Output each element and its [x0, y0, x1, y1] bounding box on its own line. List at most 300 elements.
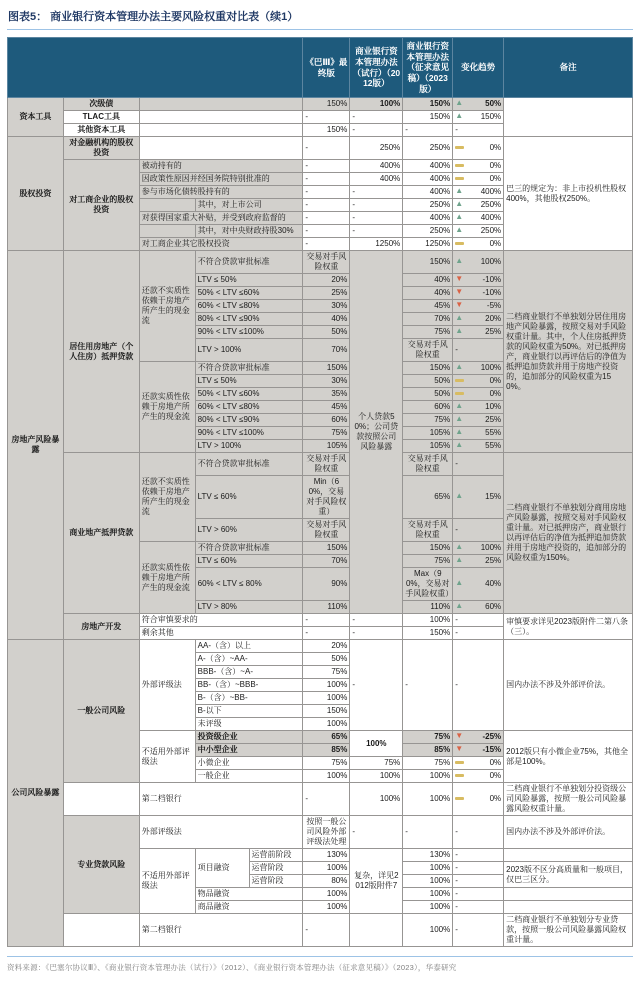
table-cell: 2023版不区分高质量和一般项目，仅巴三区分。 [504, 862, 633, 888]
table-cell: 65% [403, 476, 453, 519]
table-cell: 400% [403, 186, 453, 199]
table-cell: 巴三的规定为：非上市投机性股权400%，其他股权250%。 [504, 137, 633, 251]
trend-up-icon: ▲ [455, 542, 464, 552]
table-cell: 100% [403, 614, 453, 627]
trend-up-icon: ▲ [455, 555, 464, 565]
table-cell: 运营前阶段 [249, 849, 303, 862]
table-cell: - [453, 124, 504, 137]
table-cell: 100% [403, 862, 453, 875]
table-cell: 85% [303, 744, 350, 757]
table-cell: - [453, 816, 504, 849]
table-cell: 75% [303, 666, 350, 679]
trend-up-icon: ▲ [455, 199, 464, 209]
table-cell: 80% < LTV ≤90% [195, 414, 303, 427]
table-cell: 物品融资 [195, 888, 303, 901]
table-cell: 还款实质性依赖于房地产所产生的现金流 [139, 362, 195, 453]
table-cell: Min（60%，交易对手风险权重） [303, 476, 350, 519]
table-cell: 未评级 [195, 718, 303, 731]
table-cell: 90% < LTV ≤100% [195, 326, 303, 339]
trend-cell [453, 173, 504, 186]
table-cell: - [350, 111, 403, 124]
table-cell: 50% [303, 653, 350, 666]
trend-up-icon: ▲ [455, 427, 464, 437]
trend-cell [453, 440, 504, 453]
trend-value: 40% [485, 579, 502, 589]
table-cell: 400% [350, 160, 403, 173]
trend-value: 60% [485, 602, 502, 612]
trend-value: 25% [485, 327, 502, 337]
table-cell: - [303, 212, 350, 225]
table-cell: 剩余其他 [139, 627, 303, 640]
trend-value: 50% [485, 99, 502, 109]
table-cell: 居住用房地产（个人住房）抵押贷款 [63, 251, 139, 453]
table-cell: 还款不实质性依赖于房地产所产生的现金流 [139, 453, 195, 542]
trend-value: -25% [482, 732, 502, 742]
table-cell: BB-（含）~BBB- [195, 679, 303, 692]
trend-cell [453, 238, 504, 251]
table-cell: 105% [403, 440, 453, 453]
trend-down-icon: ▼ [455, 287, 464, 297]
table-cell: 50% < LTV ≤60% [195, 388, 303, 401]
table-cell: 100% [403, 901, 453, 914]
table-cell: - [350, 186, 403, 199]
table-cell: 75% [403, 414, 453, 427]
table-cell: B-（含）~BB- [195, 692, 303, 705]
table-cell: 45% [303, 401, 350, 414]
trend-flat-icon [455, 242, 464, 245]
table-cell: 交易对手风险权重 [403, 453, 453, 476]
trend-cell [453, 326, 504, 339]
table-cell: 250% [403, 199, 453, 212]
table-cell [139, 124, 303, 137]
trend-cell [453, 414, 504, 427]
table-cell: 75% [303, 757, 350, 770]
table-cell: 房地产风险暴露 [8, 251, 64, 640]
table-cell: 60% [403, 401, 453, 414]
table-cell: 80% < LTV ≤90% [195, 313, 303, 326]
table-cell: - [303, 914, 350, 947]
trend-value: 100% [480, 257, 502, 267]
trend-cell [453, 476, 504, 519]
table-cell: 150% [303, 705, 350, 718]
table-cell: 次级债 [63, 98, 139, 111]
trend-cell [453, 770, 504, 783]
table-cell: - [453, 849, 504, 862]
table-cell: 65% [303, 731, 350, 744]
header-row [8, 38, 633, 98]
table-cell: 150% [303, 98, 350, 111]
trend-cell [453, 199, 504, 212]
table-cell: 100% [303, 888, 350, 901]
trend-cell [453, 388, 504, 401]
table-row [8, 914, 633, 947]
trend-cell [453, 744, 504, 757]
table-cell: 60% < LTV ≤ 80% [195, 568, 303, 601]
table-cell: 1250% [403, 238, 453, 251]
table-cell: 100% [403, 875, 453, 888]
trend-value: 0% [489, 771, 502, 781]
table-cell: 75% [303, 427, 350, 440]
table-cell: 房地产开发 [63, 614, 139, 640]
table-cell: - [453, 875, 504, 888]
table-cell [139, 98, 303, 111]
trend-cell [453, 555, 504, 568]
table-cell: 75% [403, 555, 453, 568]
table-cell: LTV ≤ 60% [195, 555, 303, 568]
table-cell: 对工商企业其它股权投资 [139, 238, 303, 251]
table-cell: 专业贷款风险 [63, 816, 139, 914]
trend-value: 25% [485, 415, 502, 425]
table-cell [63, 914, 139, 947]
table-cell: - [303, 160, 350, 173]
table-cell: - [303, 627, 350, 640]
table-cell: 交易对手风险权重 [303, 519, 350, 542]
table-cell: - [403, 640, 453, 731]
trend-value: 15% [485, 492, 502, 502]
table-cell: 250% [350, 137, 403, 160]
trend-value: 150% [480, 112, 502, 122]
table-cell: 100% [350, 98, 403, 111]
trend-flat-icon [455, 774, 464, 777]
table-cell: - [350, 225, 403, 238]
table-cell: - [350, 640, 403, 731]
trend-up-icon: ▲ [455, 225, 464, 235]
table-cell: 250% [403, 137, 453, 160]
trend-down-icon: ▼ [455, 274, 464, 284]
trend-cell [453, 313, 504, 326]
table-cell: - [303, 614, 350, 627]
table-cell [504, 849, 633, 862]
table-cell: 按照一般公司风险外部评级法处理 [303, 816, 350, 849]
table-cell: 110% [303, 601, 350, 614]
table-cell: BBB-（含）~A- [195, 666, 303, 679]
table-cell: 不适用外部评级法 [139, 849, 195, 914]
table-cell: LTV ≤ 50% [195, 274, 303, 287]
trend-cell [453, 212, 504, 225]
table-cell: - [350, 627, 403, 640]
trend-down-icon: ▼ [455, 300, 464, 310]
table-cell: 90% < LTV ≤100% [195, 427, 303, 440]
col-header-blank [8, 38, 303, 98]
table-cell: B-以下 [195, 705, 303, 718]
table-cell: 二档商业银行不单独划分专业贷款，按照一般公司风险暴露风险权重计量。 [504, 914, 633, 947]
col-header-2012: 商业银行资本管理办法（试行）（2012版） [350, 38, 403, 98]
table-cell: 项目融资 [195, 849, 249, 888]
trend-flat-icon [455, 177, 464, 180]
trend-cell [453, 160, 504, 173]
trend-value: -5% [486, 301, 502, 311]
trend-value: -15% [482, 745, 502, 755]
table-row [8, 816, 633, 849]
table-cell: 第二档银行 [139, 783, 303, 816]
col-header-2023: 商业银行资本管理办法（征求意见稿）（2023版） [403, 38, 453, 98]
table-cell: 交易对手风险权重 [303, 453, 350, 476]
table-cell: 150% [303, 362, 350, 375]
table-cell: 150% [403, 98, 453, 111]
table-cell: 二档商业银行不单独划分投资级公司风险暴露，按照一般公司风险暴露风险权重计量。 [504, 783, 633, 816]
table-cell: 70% [303, 555, 350, 568]
table-cell: 100% [350, 783, 403, 816]
table-cell: 60% < LTV ≤80% [195, 401, 303, 414]
trend-value: 0% [489, 239, 502, 249]
trend-up-icon: ▲ [455, 601, 464, 611]
table-cell: 75% [403, 731, 453, 744]
trend-value: 0% [489, 143, 502, 153]
trend-up-icon: ▲ [455, 401, 464, 411]
table-cell: 25% [303, 287, 350, 300]
table-cell: - [453, 862, 504, 875]
trend-up-icon: ▲ [455, 98, 464, 108]
table-cell: - [303, 783, 350, 816]
table-cell: 二档商业银行不单独划分居住用房地产风险暴露，按照交易对手风险权重计量。其中，个人住房抵押贷款的风险权重为50%。对已抵押房产，商业银行以再评估后的净值为抵押追加贷款并用于房地产投资的，追加部分的风险权重为150%。 [504, 251, 633, 453]
trend-up-icon: ▲ [455, 186, 464, 196]
table-cell: 中小型企业 [195, 744, 303, 757]
table-cell [504, 888, 633, 901]
trend-value: 55% [485, 441, 502, 451]
trend-up-icon: ▲ [455, 578, 464, 588]
table-cell [139, 137, 303, 160]
trend-up-icon: ▲ [455, 111, 464, 121]
trend-cell [453, 300, 504, 313]
trend-value: 100% [480, 543, 502, 553]
table-cell: 还款实质性依赖于房地产所产生的现金流 [139, 542, 195, 614]
table-cell: 不符合贷款审批标准 [195, 453, 303, 476]
table-cell: 400% [403, 173, 453, 186]
table-cell: 100% [303, 770, 350, 783]
trend-value: 100% [480, 363, 502, 373]
table-cell: 150% [403, 627, 453, 640]
table-cell: LTV > 60% [195, 519, 303, 542]
table-cell [139, 199, 195, 212]
table-cell: 50% [403, 388, 453, 401]
table-cell: - [303, 225, 350, 238]
table-cell: 75% [403, 326, 453, 339]
table-cell: 商品融资 [195, 901, 303, 914]
trend-value: 55% [485, 428, 502, 438]
table-cell: 运营阶段 [249, 862, 303, 875]
table-cell [63, 783, 139, 816]
trend-cell [453, 225, 504, 238]
table-cell: 150% [303, 124, 350, 137]
table-cell: LTV ≤ 60% [195, 476, 303, 519]
table-cell: - [453, 339, 504, 362]
table-cell: - [350, 816, 403, 849]
table-cell: LTV > 100% [195, 440, 303, 453]
table-cell: 2012版只有小微企业75%，其他全部是100%。 [504, 731, 633, 783]
trend-value: 10% [485, 402, 502, 412]
table-cell: 交易对手风险权重 [403, 519, 453, 542]
trend-value: 0% [489, 794, 502, 804]
table-cell: 外部评级法 [139, 640, 195, 731]
table-cell: 60% [303, 414, 350, 427]
trend-flat-icon [455, 797, 464, 800]
col-header-remark: 备注 [504, 38, 633, 98]
table-cell: 110% [403, 601, 453, 614]
trend-value: 0% [489, 174, 502, 184]
trend-cell [453, 731, 504, 744]
table-cell: 30% [303, 300, 350, 313]
table-cell: 45% [403, 300, 453, 313]
table-cell: 100% [403, 770, 453, 783]
table-cell: - [350, 212, 403, 225]
table-cell [504, 901, 633, 914]
table-cell: 二档商业银行不单独划分商用房地产风险暴露，按照交易对手风险权重计量。对已抵押房产，商业银行以再评估后的净值为抵押追加贷款并用于房地产投资的，追加部分的风险权重为150%。 [504, 453, 633, 614]
table-cell: 其他资本工具 [63, 124, 139, 137]
table-cell: 130% [303, 849, 350, 862]
trend-flat-icon [455, 761, 464, 764]
table-cell: 30% [303, 375, 350, 388]
table-cell: 75% [403, 757, 453, 770]
table-cell: 35% [303, 388, 350, 401]
table-cell: 90% [303, 568, 350, 601]
table-cell: 运营阶段 [249, 875, 303, 888]
table-cell: 符合审慎要求的 [139, 614, 303, 627]
table-row [8, 640, 633, 653]
table-cell: 70% [403, 313, 453, 326]
table-cell [350, 914, 403, 947]
table-cell: - [303, 173, 350, 186]
table-cell: TLAC工具 [63, 111, 139, 124]
table-cell: 对金融机构的股权投资 [63, 137, 139, 160]
table-cell: 一般企业 [195, 770, 303, 783]
table-cell: 400% [403, 160, 453, 173]
table-cell: 对工商企业的股权投资 [63, 160, 139, 251]
table-cell: - [453, 888, 504, 901]
trend-cell [453, 186, 504, 199]
table-cell: 150% [403, 251, 453, 274]
table-cell: 100% [403, 783, 453, 816]
trend-cell [453, 137, 504, 160]
table-cell: 85% [403, 744, 453, 757]
table-cell: 80% [303, 875, 350, 888]
table-cell: 其中，对上市公司 [195, 199, 303, 212]
table-cell: LTV > 80% [195, 601, 303, 614]
table-cell: 外部评级法 [139, 816, 303, 849]
table-cell: 400% [350, 173, 403, 186]
figure-title: 图表5： 商业银行资本管理办法主要风险权重对比表（续1） [7, 6, 633, 30]
trend-value: 0% [489, 376, 502, 386]
trend-up-icon: ▲ [455, 256, 464, 266]
table-cell: - [303, 186, 350, 199]
table-cell: 100% [303, 692, 350, 705]
source-note: 资料来源：《巴塞尔协议Ⅲ》、《商业银行资本管理办法（试行）》（2012）、《商业银行资本管理办法（征求意见稿）》（2023），华泰研究 [7, 956, 633, 973]
table-cell: 一般公司风险 [63, 640, 139, 783]
trend-value: 250% [480, 226, 502, 236]
table-cell: 105% [303, 440, 350, 453]
table-cell: 50% [303, 326, 350, 339]
table-cell: 150% [403, 362, 453, 375]
table-cell: 250% [403, 225, 453, 238]
table-cell: - [303, 111, 350, 124]
trend-value: 25% [485, 556, 502, 566]
table-cell: 还款不实质性依赖于房地产所产生的现金流 [139, 251, 195, 362]
trend-value: 400% [480, 187, 502, 197]
table-cell: 100% [303, 679, 350, 692]
trend-flat-icon [455, 392, 464, 395]
table-cell: 不符合贷款审批标准 [195, 251, 303, 274]
table-cell: 40% [403, 274, 453, 287]
table-cell: 150% [303, 542, 350, 555]
trend-up-icon: ▲ [455, 440, 464, 450]
trend-down-icon: ▼ [455, 744, 464, 754]
table-cell: 75% [350, 757, 403, 770]
col-header-basel3: 《巴Ⅲ》最终版 [303, 38, 350, 98]
table-cell: 其中，对中央财政持股30% [195, 225, 303, 238]
table-cell: 50% [403, 375, 453, 388]
trend-up-icon: ▲ [455, 212, 464, 222]
table-cell: 股权投资 [8, 137, 64, 251]
table-cell: 105% [403, 427, 453, 440]
risk-weight-table [7, 37, 633, 947]
table-cell: 交易对手风险权重 [303, 251, 350, 274]
table-cell: 公司风险暴露 [8, 640, 64, 947]
trend-flat-icon [455, 164, 464, 167]
table-cell: 不适用外部评级法 [139, 731, 195, 783]
table-cell: 100% [303, 901, 350, 914]
trend-cell [453, 251, 504, 274]
trend-flat-icon [455, 379, 464, 382]
table-cell: 不符合贷款审批标准 [195, 362, 303, 375]
table-cell: 复杂，详见2012版附件7 [350, 849, 403, 914]
trend-cell [453, 783, 504, 816]
trend-cell [453, 98, 504, 111]
trend-value: 400% [480, 213, 502, 223]
table-cell: - [453, 914, 504, 947]
table-cell: 100% [403, 888, 453, 901]
col-header-trend: 变化趋势 [453, 38, 504, 98]
table-body [8, 98, 633, 947]
trend-value: 0% [489, 389, 502, 399]
table-cell: 50% < LTV ≤60% [195, 287, 303, 300]
table-cell [139, 225, 195, 238]
trend-cell [453, 287, 504, 300]
table-cell: A-（含）~AA- [195, 653, 303, 666]
table-cell: - [350, 614, 403, 627]
table-row [8, 453, 633, 476]
table-cell: 20% [303, 274, 350, 287]
table-cell: - [453, 453, 504, 476]
table-cell: 资本工具 [8, 98, 64, 137]
table-cell: - [453, 614, 504, 627]
table-cell: 交易对手风险权重 [403, 339, 453, 362]
trend-flat-icon [455, 146, 464, 149]
table-cell: - [453, 519, 504, 542]
trend-cell [453, 601, 504, 614]
table-cell: - [303, 137, 350, 160]
table-cell: 150% [403, 542, 453, 555]
trend-value: -10% [482, 275, 502, 285]
trend-value: 0% [489, 161, 502, 171]
table-row [8, 137, 633, 160]
table-cell: 对获得国家重大补贴，并受到政府监督的 [139, 212, 303, 225]
table-cell: 国内办法不涉及外部评价法。 [504, 640, 633, 731]
table-cell: 100% [303, 862, 350, 875]
table-cell: - [303, 238, 350, 251]
trend-cell [453, 375, 504, 388]
trend-value: 0% [489, 758, 502, 768]
table-cell: 100% [403, 914, 453, 947]
trend-cell [453, 274, 504, 287]
table-cell: 参与市场化债转股持有的 [139, 186, 303, 199]
table-cell: 100% [303, 718, 350, 731]
table-cell: 投资级企业 [195, 731, 303, 744]
trend-value: 20% [485, 314, 502, 324]
table-cell: - [453, 627, 504, 640]
trend-down-icon: ▼ [455, 731, 464, 741]
table-cell: 被动持有的 [139, 160, 303, 173]
table-cell: 个人贷款50%；公司贷款按照公司风险暴露 [350, 251, 403, 614]
table-cell: 因政策性原因并经国务院特别批准的 [139, 173, 303, 186]
